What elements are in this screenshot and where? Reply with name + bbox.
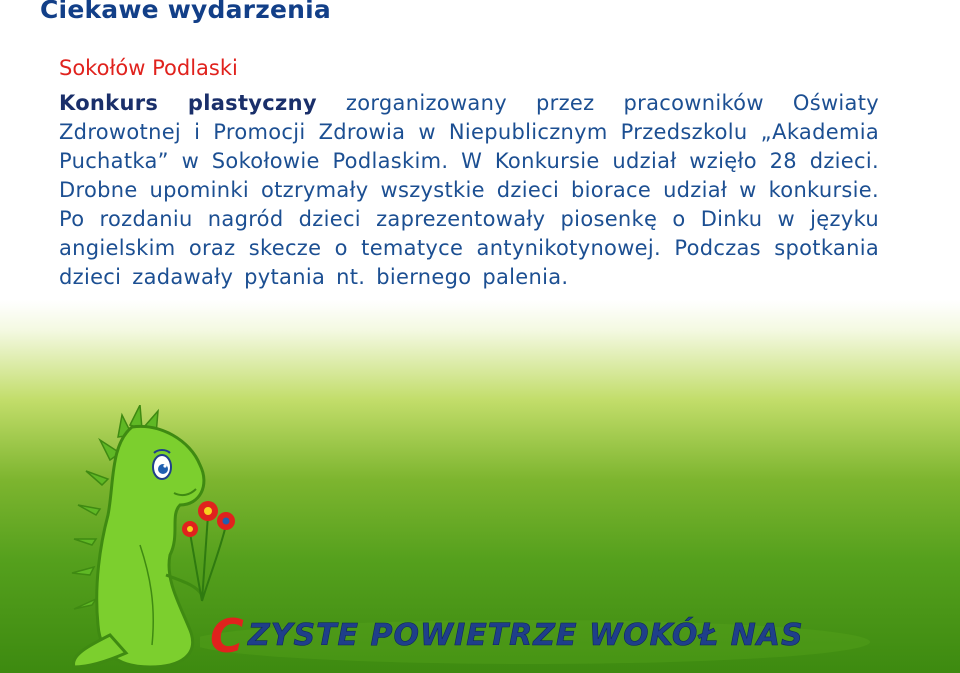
page-title: Ciekawe wydarzenia: [40, 0, 331, 24]
article-lead: Konkurs plastyczny: [59, 91, 317, 115]
slogan-text: ZYSTE POWIETRZE WOKÓŁ NAS: [248, 618, 804, 653]
slogan-banner: [200, 590, 900, 665]
article-body: zorganizowany przez pracowników Oświaty Zdrowotnej i Promocji Zdrowia w Niepublicznym Przedszkolu „Akademia Puchatka” w Sokołowie Podlaskim. W Konkursie udział wzięło 28 dzieci. Drobne upominki otzrymały wszystkie dzieci biorace udział w konkursie. Po rozdaniu nagród dzieci zaprezentowały piosenkę o Dinku w języku angielskim oraz skecze o tematyce antynikotynowej. Podczas spotkania dzieci zadawały pytania nt. biernego palenia.: [59, 91, 879, 289]
article-paragraph: [59, 89, 879, 292]
slogan-initial: C: [210, 609, 244, 663]
location-heading: Sokołów Podlaski: [59, 56, 238, 80]
